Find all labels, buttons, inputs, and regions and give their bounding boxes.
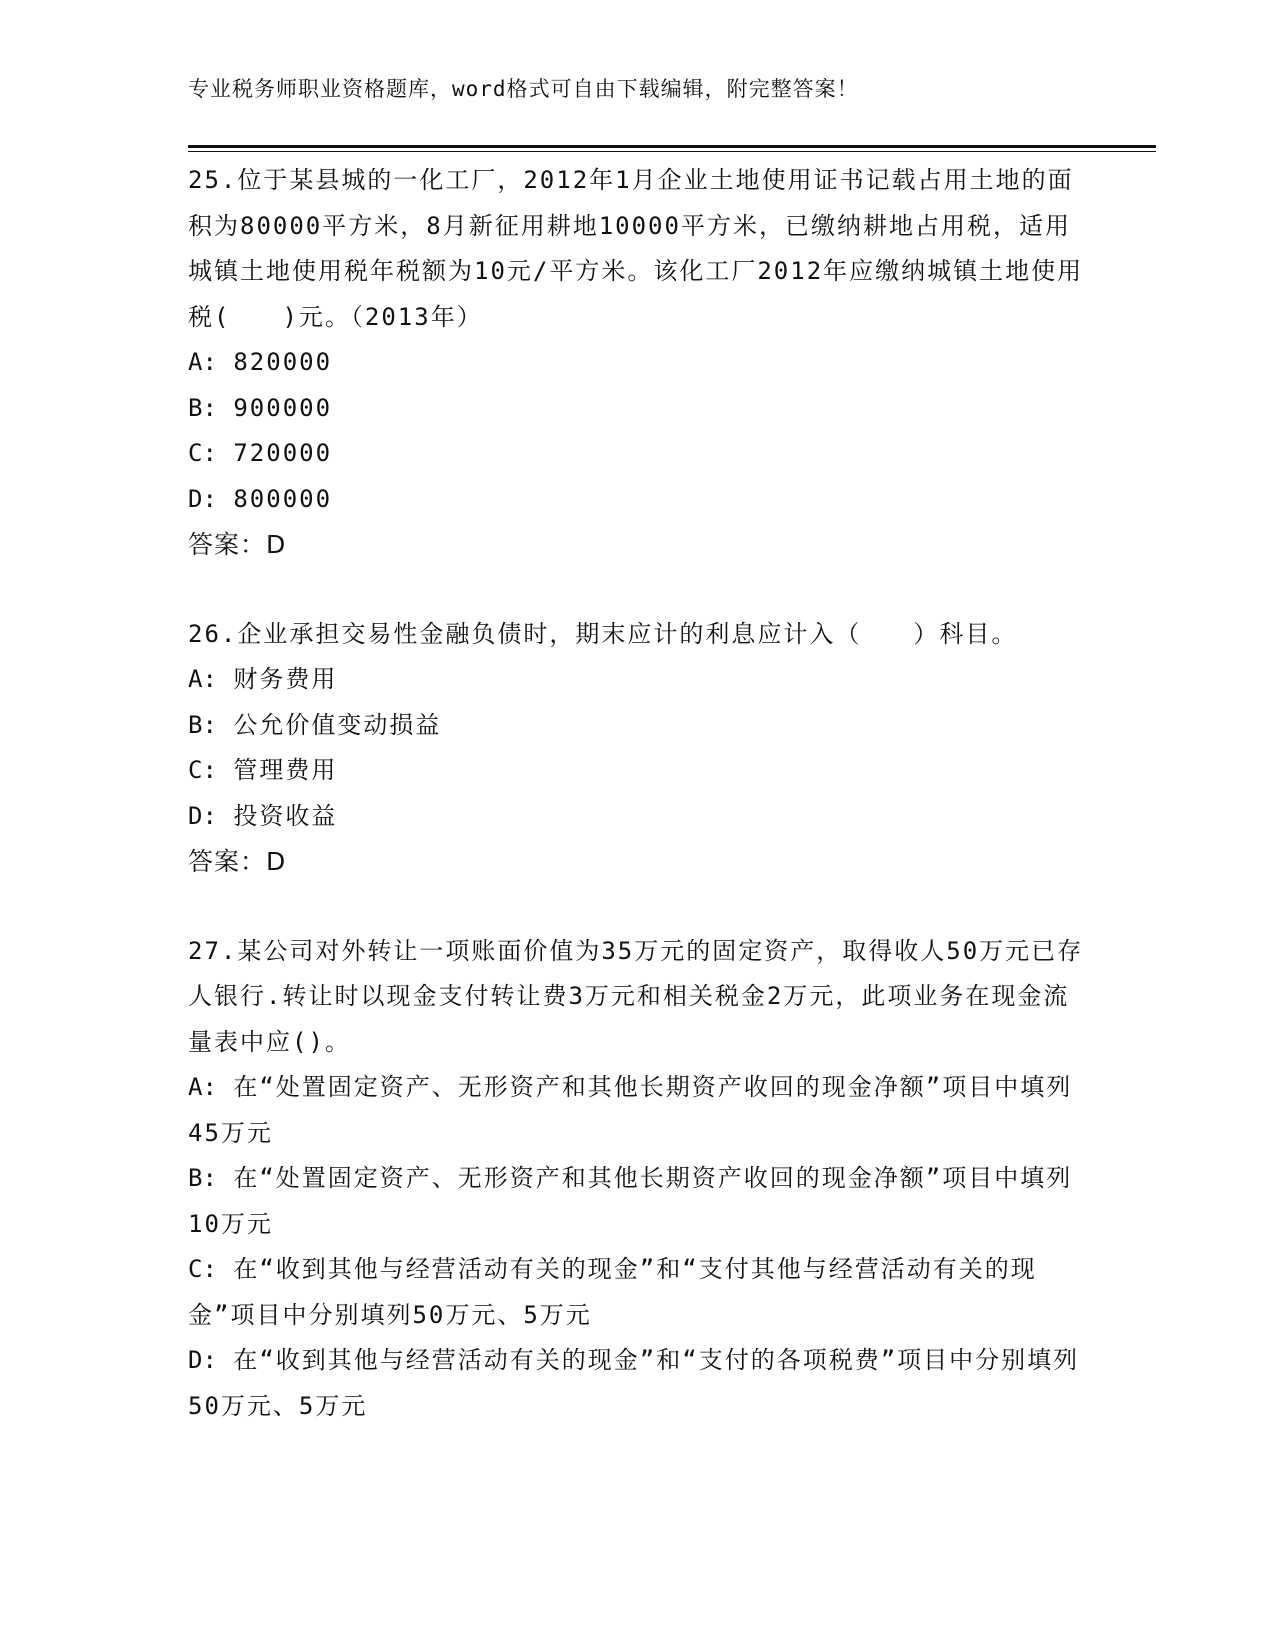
option-b: B: 公允价值变动损益 [188,710,442,739]
option-c: C: 管理费用 [188,756,338,784]
question-text: 27.某公司对外转让一项账面价值为35万元的固定资产，取得收人50万元已存人银行.转让时以现金支付转让费3万元和相关税金2万元，此项业务在现金流量表中应()。 [188,936,1084,1056]
question-26 [188,612,1088,885]
option-a: A: 820000 [188,348,333,376]
option-c: C: 720000 [188,439,333,467]
question-25 [188,158,1088,568]
question-27 [188,929,1088,1430]
option-d: D: 投资收益 [188,801,338,830]
header-divider-thick [188,145,1156,148]
option-a: A: 在“处置固定资产、无形资产和其他长期资产收回的现金净额”项目中填列45万元 [188,1073,1073,1147]
option-a: A: 财务费用 [188,665,338,693]
header-divider-thin [188,151,1156,152]
question-list [188,158,1088,1473]
option-d: D: 在“收到其他与经营活动有关的现金”和“支付的各项税费”项目中分别填列50万元、5万元 [188,1346,1080,1420]
page-header: 专业税务师职业资格题库，word格式可自由下载编辑，附完整答案！ [188,77,859,101]
answer-label: 答案：D [188,847,287,876]
question-text: 25.位于某县城的一化工厂，2012年1月企业土地使用证书记载占用土地的面积为80000平方米，8月新征用耕地10000平方米，已缴纳耕地占用税，适用城镇土地使用税年税额为10元/平方米。该化工厂2012年应缴纳城镇土地使用税( )元。（2013年） [188,166,1084,331]
option-d: D: 800000 [188,484,333,513]
question-text: 26.企业承担交易性金融负债时，期末应计的利息应计入（ ）科目。 [188,619,1018,648]
option-b: B: 在“处置固定资产、无形资产和其他长期资产收回的现金净额”项目中填列10万元 [188,1164,1073,1238]
answer-label: 答案：D [188,530,287,559]
option-b: B: 900000 [188,393,333,422]
option-c: C: 在“收到其他与经营活动有关的现金”和“支付其他与经营活动有关的现金”项目中分别填列50万元、5万元 [188,1255,1037,1329]
